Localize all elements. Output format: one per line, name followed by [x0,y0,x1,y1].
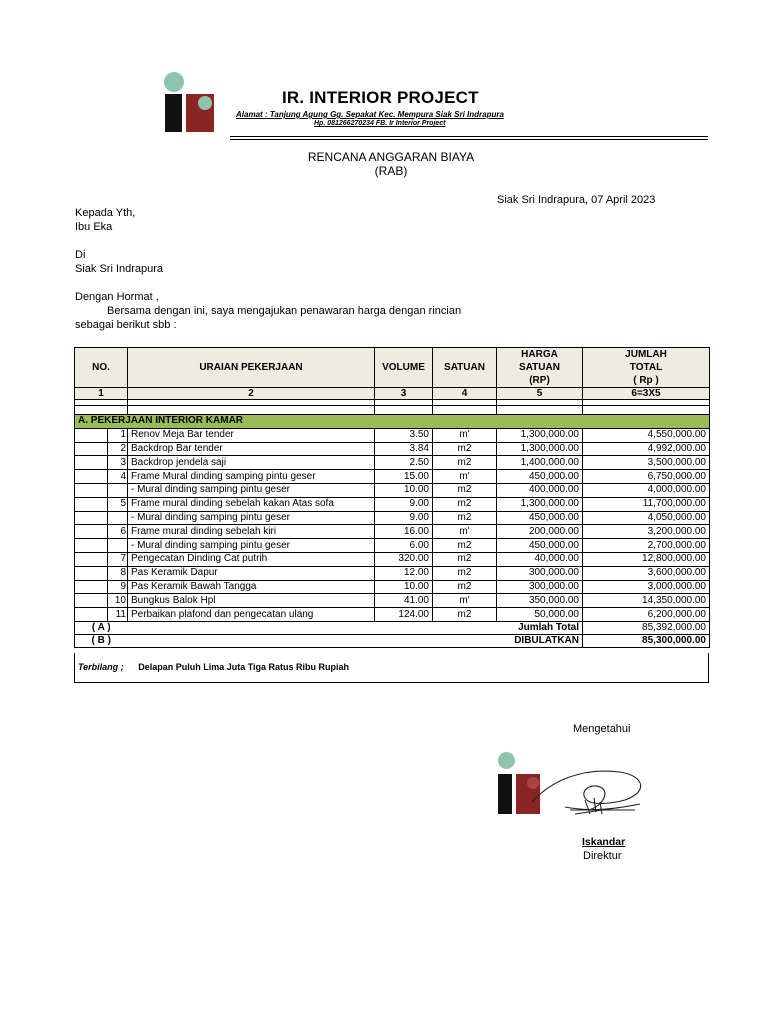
table-row [75,594,710,608]
row-unit: m2 [433,456,497,470]
opening-body: Bersama dengan ini, saya mengajukan penawaran harga dengan rincian [107,305,462,317]
greeting: Dengan Hormat , [75,291,159,303]
total-b-code: ( B ) [75,634,128,647]
row-volume: 41.00 [375,594,433,608]
row-unit: m2 [433,608,497,622]
row-blank [75,511,108,525]
col-header-harga [497,348,583,388]
row-unit: m2 [433,552,497,566]
table-row [75,580,710,594]
opening-body-cont: sebagai berikut sbb : [75,319,177,331]
date-place: Siak Sri Indrapura, 07 April 2023 [497,194,656,206]
row-total: 12,800,000.00 [583,552,710,566]
row-no: 10 [108,594,128,608]
row-unit: m2 [433,497,497,511]
terbilang-box [74,653,709,683]
company-logo [164,72,214,134]
col-header-satuan: SATUAN [433,348,497,388]
company-contact: Hp. 081266270234 FB. Ir Interior Project [314,120,446,127]
row-blank [75,552,108,566]
row-blank [75,580,108,594]
terbilang-text: Delapan Puluh Lima Juta Tiga Ratus Ribu Rupiah [138,662,350,672]
table-row [75,608,710,622]
row-blank [75,566,108,580]
row-unit: m2 [433,580,497,594]
row-blank [75,539,108,553]
row-total: 4,992,000.00 [583,442,710,456]
row-total: 3,000,000.00 [583,580,710,594]
row-total: 3,200,000.00 [583,525,710,539]
row-item: Backdrop Bar tender [128,442,375,456]
row-item: Backdrop jendela saji [128,456,375,470]
row-total: 3,600,000.00 [583,566,710,580]
row-item: Frame mural dinding sebelah kakan Atas sofa [128,497,375,511]
row-no: 8 [108,566,128,580]
row-unit: m' [433,470,497,484]
document-subtitle: (RAB) [374,164,408,178]
row-total: 4,000,000.00 [583,483,710,497]
row-unit: m' [433,525,497,539]
row-total: 6,200,000.00 [583,608,710,622]
row-price: 1,400,000.00 [497,456,583,470]
row-no: 9 [108,580,128,594]
table-row [75,428,710,442]
jumlah-line-3: ( Rp ) [633,375,659,386]
total-a-label: Jumlah Total [497,621,583,634]
terbilang-label: Terbilang ; [78,662,124,672]
row-unit: m' [433,594,497,608]
row-blank [75,470,108,484]
table-row [75,470,710,484]
row-total: 14,350,000.00 [583,594,710,608]
row-price: 450,000.00 [497,511,583,525]
row-price: 450,000.00 [497,539,583,553]
row-volume: 10.00 [375,580,433,594]
table-row [75,539,710,553]
table-row [75,552,710,566]
signer-position: Direktur [583,850,622,862]
header-rule [230,139,708,140]
row-total: 2,700,000.00 [583,539,710,553]
row-item: Frame mural dinding sebelah kiri [128,525,375,539]
col-header-volume: VOLUME [375,348,433,388]
row-volume: 3.84 [375,442,433,456]
document-title: RENCANA ANGGARAN BIAYA [307,150,475,164]
col-header-no: NO. [75,348,128,388]
signature-scribble [530,762,650,822]
row-total: 3,500,000.00 [583,456,710,470]
row-volume: 6.00 [375,539,433,553]
row-total: 11,700,000.00 [583,497,710,511]
row-total: 6,750,000.00 [583,470,710,484]
total-row [75,621,710,634]
total-a-value: 85,392,000.00 [583,621,710,634]
col-number: 1 [75,388,128,400]
row-item: Renov Meja Bar tender [128,428,375,442]
row-no: 7 [108,552,128,566]
col-number: 4 [433,388,497,400]
signer-name: Iskandar [582,836,626,848]
company-name: IR. INTERIOR PROJECT [282,88,479,107]
row-unit: m2 [433,566,497,580]
row-volume: 10.00 [375,483,433,497]
row-price: 1,300,000.00 [497,442,583,456]
row-unit: m2 [433,511,497,525]
total-b-value: 85,300,000.00 [583,634,710,647]
row-unit: m' [433,428,497,442]
recipient-di: Di [75,249,86,261]
table-row [75,525,710,539]
col-header-jumlah [583,348,710,388]
row-item: Pengecatan Dinding Cat putrih [128,552,375,566]
row-no [108,539,128,553]
harga-line-2: SATUAN [519,362,560,373]
row-volume: 2.50 [375,456,433,470]
company-address: Alamat : Tanjung Agung Gg. Sepakat Kec. Mempura Siak Sri Indrapura [236,110,504,119]
row-item: Bungkus Balok Hpl [128,594,375,608]
row-total: 4,050,000.00 [583,511,710,525]
row-no: 11 [108,608,128,622]
recipient-city: Siak Sri Indrapura [75,263,164,275]
row-blank [75,525,108,539]
row-volume: 124.00 [375,608,433,622]
row-price: 300,000.00 [497,566,583,580]
table-header-row [75,348,710,388]
col-number: 3 [375,388,433,400]
row-volume: 9.00 [375,497,433,511]
section-title: A. PEKERJAAN INTERIOR KAMAR [75,415,710,429]
row-price: 40,000.00 [497,552,583,566]
row-item: - Mural dinding samping pintu geser [128,511,375,525]
recipient-name: Ibu Eka [75,221,113,233]
recipient-to: Kepada Yth, [75,207,136,219]
row-no: 2 [108,442,128,456]
table-row [75,566,710,580]
section-header [75,415,710,429]
row-price: 300,000.00 [497,580,583,594]
harga-line-3: (RP) [529,375,550,386]
row-blank [75,483,108,497]
row-no: 1 [108,428,128,442]
row-volume: 9.00 [375,511,433,525]
total-a-code: ( A ) [75,621,128,634]
col-number: 6=3X5 [583,388,710,400]
row-price: 400,000.00 [497,483,583,497]
row-item: Perbaikan plafond dan pengecatan ulang [128,608,375,622]
total-b-label: DIBULATKAN [497,634,583,647]
column-number-row [75,388,710,400]
jumlah-line-2: TOTAL [629,362,663,373]
row-unit: m2 [433,442,497,456]
row-blank [75,442,108,456]
row-price: 1,300,000.00 [497,497,583,511]
header-rule [230,136,708,137]
harga-line-1: HARGA [521,349,558,360]
row-blank [75,456,108,470]
spacer-row [75,406,710,415]
row-no: 3 [108,456,128,470]
row-price: 350,000.00 [497,594,583,608]
row-volume: 16.00 [375,525,433,539]
table-row [75,442,710,456]
col-number: 5 [497,388,583,400]
row-volume: 320.00 [375,552,433,566]
rab-table [74,347,710,648]
table-row [75,483,710,497]
row-blank [75,594,108,608]
row-no: 4 [108,470,128,484]
jumlah-line-1: JUMLAH [625,349,667,360]
row-no [108,483,128,497]
row-item: - Mural dinding samping pintu geser [128,483,375,497]
row-price: 450,000.00 [497,470,583,484]
row-unit: m2 [433,539,497,553]
col-header-uraian: URAIAN PEKERJAAN [128,348,375,388]
rounded-total-row [75,634,710,647]
item-rows [75,428,710,621]
row-blank [75,428,108,442]
row-blank [75,497,108,511]
row-item: Frame Mural dinding samping pintu geser [128,470,375,484]
table-row [75,456,710,470]
table-row [75,511,710,525]
row-price: 200,000.00 [497,525,583,539]
row-total: 4,550,000.00 [583,428,710,442]
row-volume: 12.00 [375,566,433,580]
row-no: 5 [108,497,128,511]
row-blank [75,608,108,622]
row-price: 1,300,000.00 [497,428,583,442]
row-volume: 3.50 [375,428,433,442]
row-unit: m2 [433,483,497,497]
row-price: 50,000.00 [497,608,583,622]
row-item: Pas Keramik Bawah Tangga [128,580,375,594]
row-no: 6 [108,525,128,539]
col-number: 2 [128,388,375,400]
row-item: - Mural dinding samping pintu geser [128,539,375,553]
row-item: Pas Keramik Dapur [128,566,375,580]
table-row [75,497,710,511]
row-volume: 15.00 [375,470,433,484]
row-no [108,511,128,525]
signature-heading: Mengetahui [573,723,631,735]
